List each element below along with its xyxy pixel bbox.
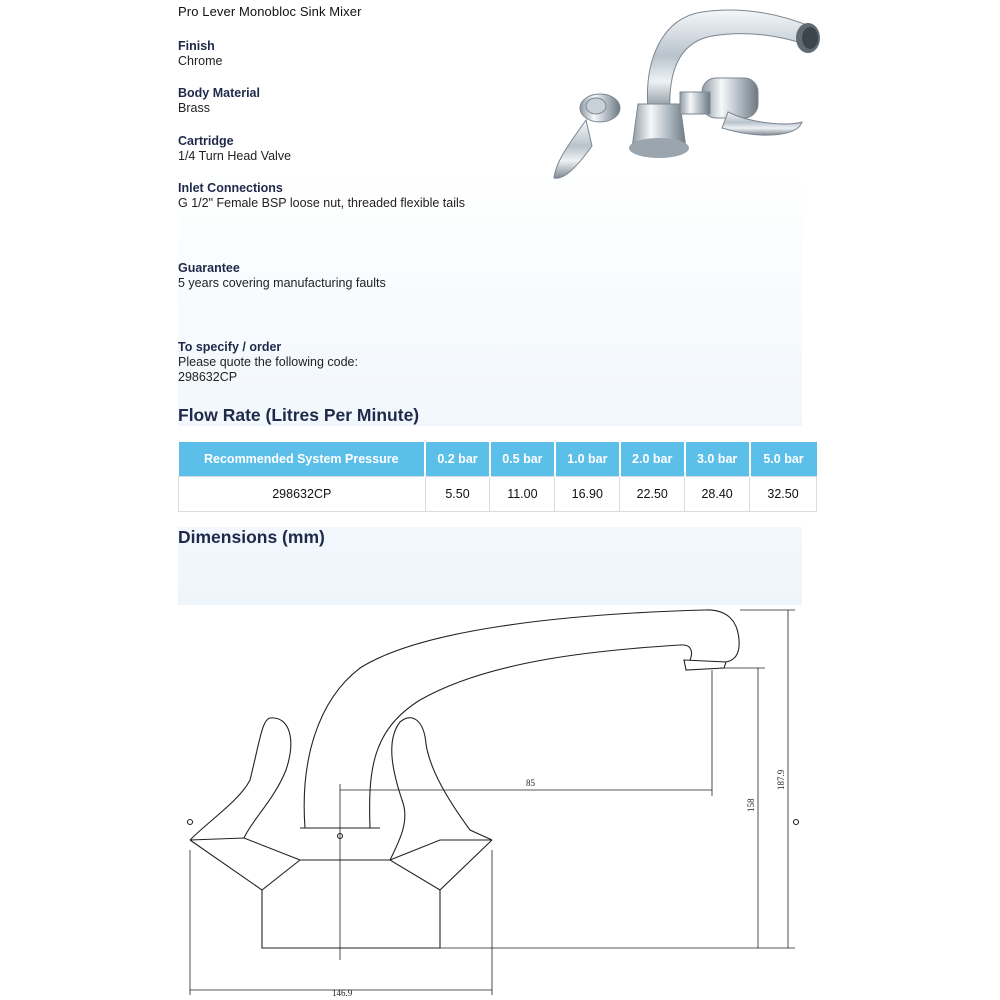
faucet-photo (552, 0, 822, 185)
spec-value: Brass (178, 101, 210, 115)
product-title: Pro Lever Monobloc Sink Mixer (178, 4, 362, 19)
spec-label: Body Material (178, 86, 260, 100)
column-header: 2.0 bar (620, 442, 685, 477)
table-cell: 28.40 (685, 477, 750, 512)
table-cell: 22.50 (620, 477, 685, 512)
spec-label: Finish (178, 39, 215, 53)
order-code: 298632CP (178, 370, 238, 384)
spec-label: Guarantee (178, 261, 240, 275)
table-cell: 5.50 (425, 477, 490, 512)
order-instruction: Please quote the following code: (178, 355, 358, 369)
dimension-label-base-width: 146.9 (332, 988, 353, 998)
table-cell: 298632CP (179, 477, 426, 512)
flow-rate-table (178, 442, 817, 512)
spec-cartridge (178, 134, 291, 164)
spec-finish (178, 39, 222, 69)
table-cell: 16.90 (555, 477, 620, 512)
column-header: 0.5 bar (490, 442, 555, 477)
table-cell: 32.50 (750, 477, 817, 512)
spec-body-material (178, 86, 260, 116)
spec-inlet-connections (178, 181, 465, 211)
dimension-drawing (170, 600, 830, 1000)
column-header: 5.0 bar (750, 442, 817, 477)
dimensions-heading: Dimensions (mm) (178, 527, 325, 547)
spec-value: 1/4 Turn Head Valve (178, 149, 292, 163)
spec-value: 5 years covering manufacturing faults (178, 276, 386, 290)
dimension-label-outlet-height: 158 (746, 798, 756, 812)
table-header-row (179, 442, 817, 477)
spec-label: Inlet Connections (178, 181, 283, 195)
spec-label: Cartridge (178, 134, 234, 148)
flow-rate-heading: Flow Rate (Litres Per Minute) (178, 405, 420, 425)
table-row (179, 477, 817, 512)
spec-order (178, 340, 358, 385)
table-cell: 11.00 (490, 477, 555, 512)
spec-guarantee (178, 261, 386, 291)
column-header: Recommended System Pressure (179, 442, 426, 477)
spec-value: Chrome (178, 54, 223, 68)
column-header: 0.2 bar (425, 442, 490, 477)
dimension-label-total-height: 187.9 (776, 769, 786, 790)
column-header: 3.0 bar (685, 442, 750, 477)
order-label: To specify / order (178, 340, 282, 354)
column-header: 1.0 bar (555, 442, 620, 477)
spec-value: G 1/2" Female BSP loose nut, threaded flexible tails (178, 196, 466, 210)
dimension-label-reach: 85 (526, 778, 535, 788)
